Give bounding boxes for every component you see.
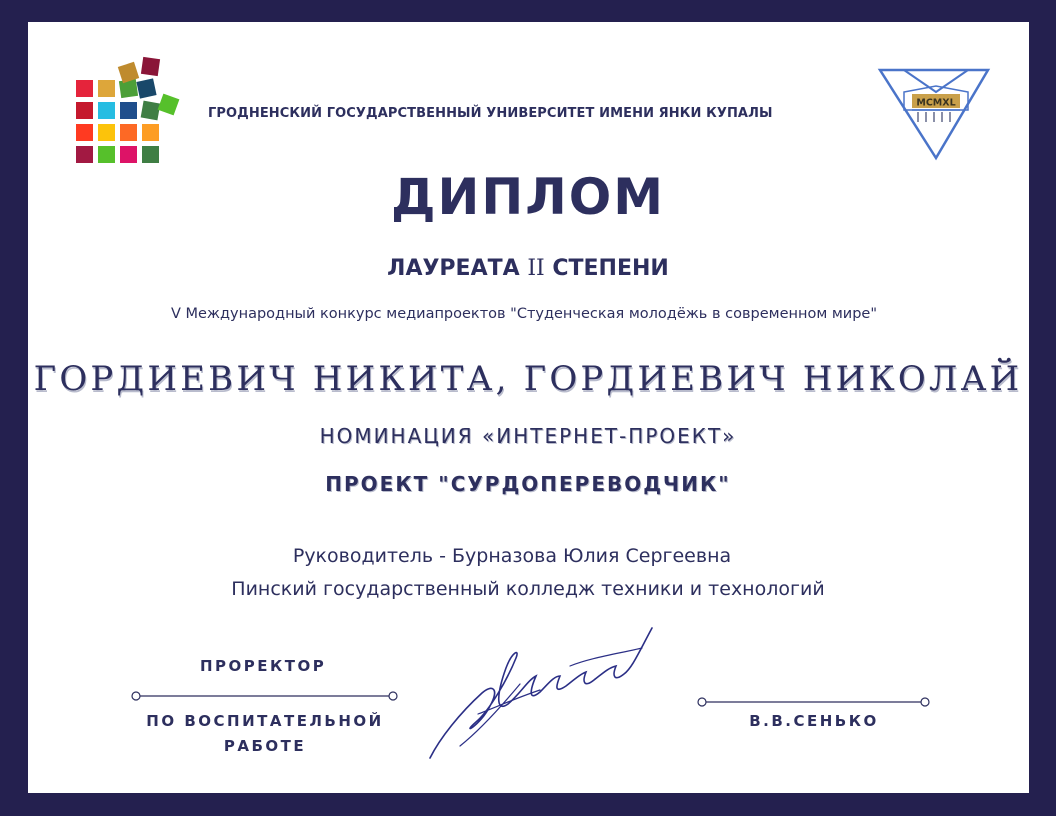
degree-prefix: ЛАУРЕАТА [387, 256, 528, 281]
emblem-icon [876, 66, 992, 166]
signer-title-bottom-2: РАБОТЕ [223, 737, 307, 755]
contest-name: V Международный конкурс медиапроектов "Студенческая молодёжь в современном мире" [170, 306, 878, 322]
degree-suffix: СТЕПЕНИ [544, 256, 669, 281]
right-signature-line [696, 695, 932, 709]
diploma-title: ДИПЛОМ [390, 168, 665, 226]
laureate-names: ГОРДИЕВИЧ НИКИТА, ГОРДИЕВИЧ НИКОЛАЙ [33, 359, 1023, 399]
signer-title-top: ПРОРЕКТОР [200, 657, 327, 675]
signer-title-bottom-1: ПО ВОСПИТАТЕЛЬНОЙ [146, 712, 384, 730]
nomination: НОМИНАЦИЯ «ИНТЕРНЕТ-ПРОЕКТ» [319, 424, 737, 448]
university-name: ГРОДНЕНСКИЙ ГОСУДАРСТВЕННЫЙ УНИВЕРСИТЕТ ИМЕНИ ЯНКИ КУПАЛЫ [208, 106, 773, 121]
university-logo-icon [76, 58, 172, 162]
degree-roman: II [527, 256, 545, 281]
supervisor: Руководитель - Бурназова Юлия Сергеевна [292, 545, 732, 567]
signer-name: В.В.СЕНЬКО [749, 712, 879, 730]
degree-line [0, 256, 1056, 281]
college-name: Пинский государственный колледж техники и технологий [231, 578, 825, 600]
svg-text:MCMXL: MCMXL [916, 97, 956, 109]
signature-icon [420, 618, 660, 768]
project-title: ПРОЕКТ "СУРДОПЕРЕВОДЧИК" [325, 472, 731, 496]
left-signature-line [130, 689, 400, 703]
